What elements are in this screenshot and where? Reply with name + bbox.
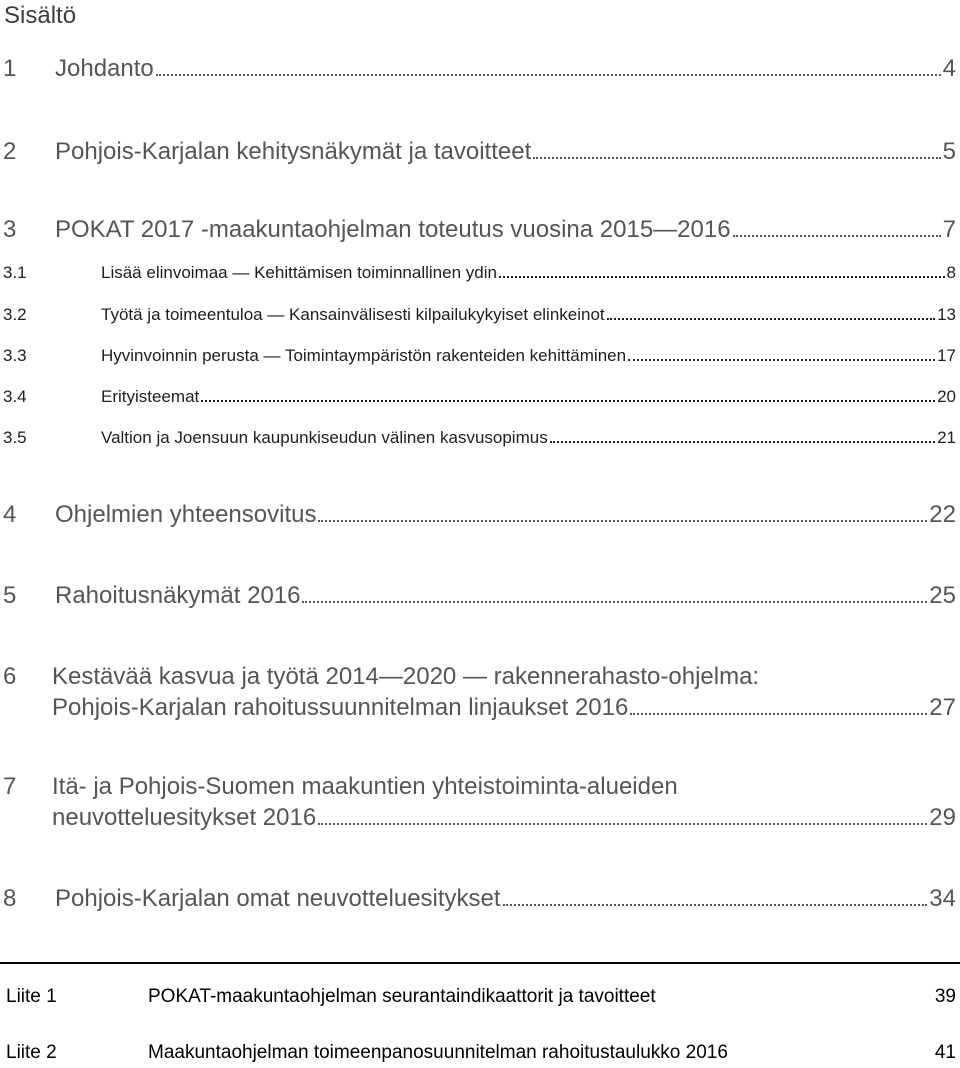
toc-number: 8 bbox=[3, 885, 17, 912]
appendix-label: Liite 2 bbox=[6, 1042, 57, 1063]
dot-leader bbox=[503, 903, 928, 906]
appendix-page: 39 bbox=[934, 986, 956, 1007]
toc-title: Sisältö bbox=[4, 2, 77, 29]
toc-text: Hyvinvoinnin perusta — Toimintaympäristön rakenteiden kehittäminen bbox=[101, 346, 627, 365]
toc-page: 34 bbox=[929, 885, 956, 912]
toc-number: 2 bbox=[3, 138, 17, 165]
toc-entry-5[interactable] bbox=[0, 582, 960, 610]
toc-number: 4 bbox=[3, 501, 17, 528]
toc-text: Ohjelmien yhteensovitus bbox=[55, 501, 317, 528]
toc-entry-3-3[interactable] bbox=[0, 346, 960, 366]
toc-number: 1 bbox=[3, 55, 17, 82]
toc-page: 4 bbox=[942, 55, 956, 82]
dot-leader bbox=[550, 440, 935, 443]
toc-text: POKAT 2017 -maakuntaohjelman toteutus vuosina 2015—2016 bbox=[55, 216, 731, 243]
toc-text: Työtä ja toimeentuloa — Kansainvälisesti kilpailukykyiset elinkeinot bbox=[101, 305, 605, 324]
toc-page: 13 bbox=[937, 305, 956, 324]
toc-text: Johdanto bbox=[55, 55, 154, 82]
toc-entry-3-5[interactable] bbox=[0, 428, 960, 448]
dot-leader bbox=[318, 822, 927, 825]
dot-leader bbox=[628, 358, 935, 361]
toc-entry-2[interactable] bbox=[0, 138, 960, 166]
toc-text-line2: Pohjois-Karjalan rahoitussuunnitelman linjaukset 2016 bbox=[52, 694, 629, 721]
toc-number: 3.1 bbox=[3, 263, 27, 282]
dot-leader bbox=[630, 712, 927, 715]
toc-entry-4[interactable] bbox=[0, 501, 960, 529]
toc-page: 21 bbox=[937, 428, 956, 447]
dot-leader bbox=[201, 399, 935, 402]
toc-page: 27 bbox=[929, 694, 956, 721]
dot-leader bbox=[499, 275, 945, 278]
toc-entry-8[interactable] bbox=[0, 885, 960, 913]
toc-page: 29 bbox=[929, 804, 956, 831]
toc-number: 3 bbox=[3, 216, 17, 243]
toc-page: 8 bbox=[946, 263, 956, 282]
toc-number: 6 bbox=[3, 663, 17, 690]
dot-leader bbox=[533, 156, 940, 159]
toc-entry-3[interactable] bbox=[0, 216, 960, 244]
toc-text: Pohjois-Karjalan kehitysnäkymät ja tavoitteet bbox=[55, 138, 532, 165]
appendix-text: Maakuntaohjelman toimeenpanosuunnitelman rahoitustaulukko 2016 bbox=[148, 1042, 728, 1063]
toc-text: Lisää elinvoimaa — Kehittämisen toiminnallinen ydin bbox=[101, 263, 497, 282]
dot-leader bbox=[607, 317, 935, 320]
appendix-page: 41 bbox=[934, 1042, 956, 1063]
toc-text: Pohjois-Karjalan omat neuvotteluesitykset bbox=[55, 885, 501, 912]
toc-number: 3.3 bbox=[3, 346, 27, 365]
toc-entry-3-1[interactable] bbox=[0, 263, 960, 283]
dot-leader bbox=[156, 73, 941, 76]
dot-leader bbox=[733, 234, 941, 237]
toc-page: 22 bbox=[929, 501, 956, 528]
toc-page: 17 bbox=[937, 346, 956, 365]
toc-page: 20 bbox=[937, 387, 956, 406]
toc-number: 7 bbox=[3, 773, 17, 800]
toc-entry-3-4[interactable] bbox=[0, 387, 960, 407]
toc-text: Erityisteemat bbox=[101, 387, 200, 406]
toc-page: 7 bbox=[942, 216, 956, 243]
toc-number: 3.5 bbox=[3, 428, 27, 447]
appendix-label: Liite 1 bbox=[6, 986, 57, 1007]
toc-text-line2: neuvotteluesitykset 2016 bbox=[52, 804, 317, 831]
appendix-text: POKAT-maakuntaohjelman seurantaindikaattorit ja tavoitteet bbox=[148, 986, 656, 1007]
toc-entry-3-2[interactable] bbox=[0, 305, 960, 325]
dot-leader bbox=[302, 600, 927, 603]
toc-text-line1: Itä- ja Pohjois-Suomen maakuntien yhteistoiminta-alueiden bbox=[52, 773, 678, 800]
toc-number: 3.2 bbox=[3, 305, 27, 324]
toc-number: 5 bbox=[3, 582, 17, 609]
toc-page: 25 bbox=[929, 582, 956, 609]
divider bbox=[0, 962, 960, 964]
toc-number: 3.4 bbox=[3, 387, 27, 406]
toc-entry-7[interactable] bbox=[0, 773, 960, 843]
toc-text: Valtion ja Joensuun kaupunkiseudun välinen kasvusopimus bbox=[101, 428, 548, 447]
toc-page: 5 bbox=[942, 138, 956, 165]
toc-text-line1: Kestävää kasvua ja työtä 2014—2020 — rakennerahasto-ohjelma: bbox=[52, 663, 760, 690]
toc-text: Rahoitusnäkymät 2016 bbox=[55, 582, 301, 609]
toc-entry-1[interactable] bbox=[0, 55, 960, 83]
dot-leader bbox=[318, 519, 927, 522]
toc-entry-6[interactable] bbox=[0, 663, 960, 733]
